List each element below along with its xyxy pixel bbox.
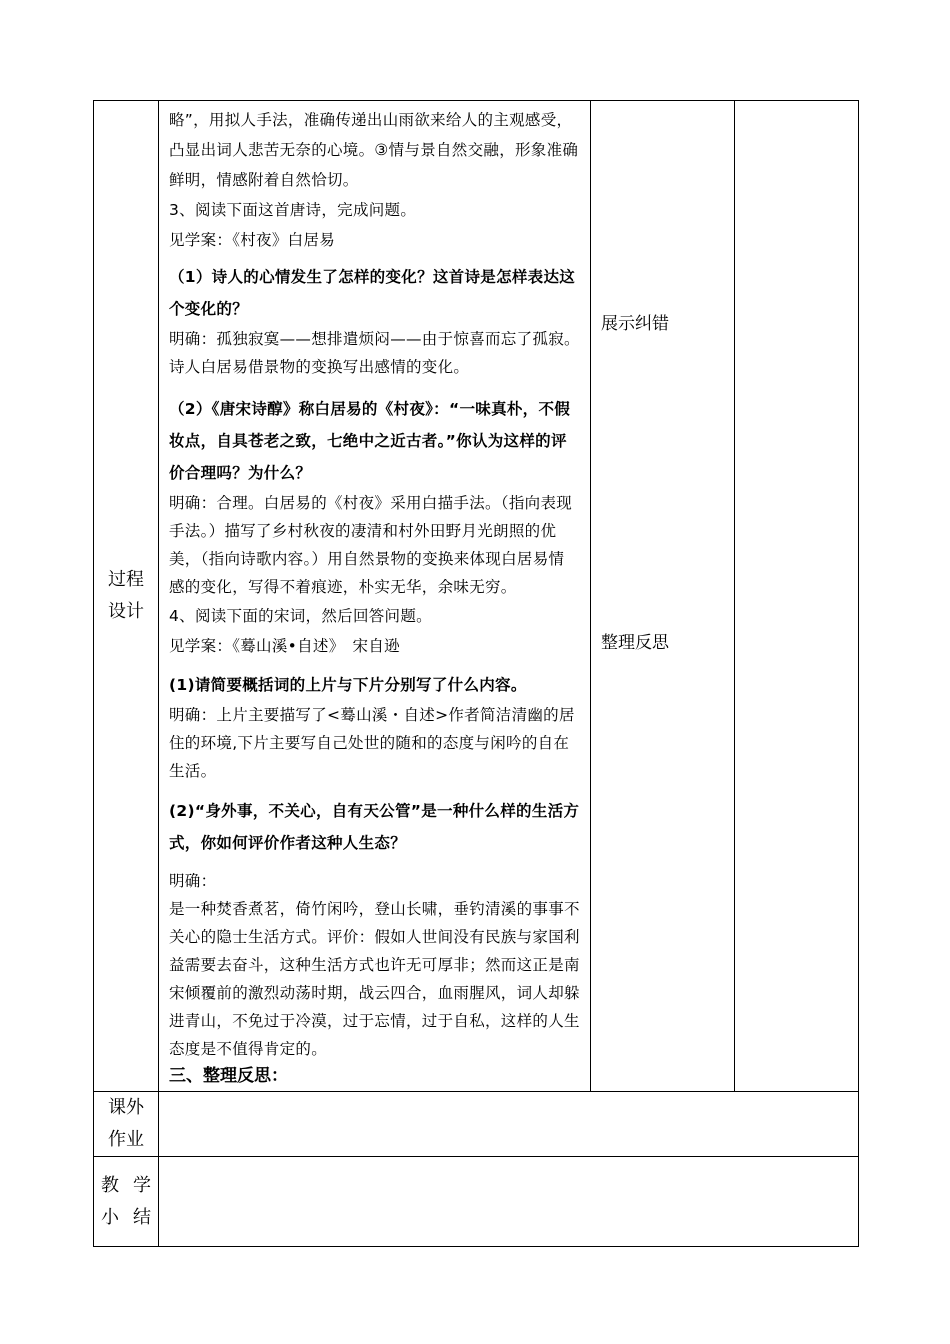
activity-reflection: 整理反思	[601, 633, 669, 653]
homework-row	[94, 1092, 859, 1157]
question-2: （2）《唐宋诗醇》称白居易的《村夜》：“一味真朴，不假妆点，自具苍老之致，七绝中之近古者。”你认为这样的评价合理吗？为什么？	[169, 400, 571, 482]
process-label-line2: 设计	[108, 601, 144, 622]
notes-cell	[735, 101, 859, 1092]
summary-content-cell	[159, 1157, 859, 1247]
lesson-plan-table	[93, 100, 859, 1247]
item3-reference: 见学案：《村夜》白居易	[169, 231, 336, 249]
section-reflection-heading: 三、整理反思：	[169, 1066, 288, 1086]
paragraph-intro: 略”，用拟人手法，准确传递出山雨欲来给人的主观感受，凸显出词人悲苦无奈的心境。③情与景自然交融，形象准确鲜明，情感附着自然恰切。	[169, 111, 579, 189]
question-3: (1)请简要概括词的上片与下片分别写了什么内容。	[169, 676, 527, 694]
answer-1: 明确：孤独寂寞——想排遣烦闷——由于惊喜而忘了孤寂。诗人白居易借景物的变换写出感情的变化。	[169, 330, 580, 376]
activity-show-correct: 展示纠错	[601, 314, 669, 334]
item3-heading: 3、阅读下面这首唐诗，完成问题。	[169, 201, 417, 219]
question-1: （1）诗人的心情发生了怎样的变化？这首诗是怎样表达这个变化的？	[169, 268, 576, 318]
homework-content-cell	[159, 1092, 859, 1157]
summary-row	[94, 1157, 859, 1247]
answer-4: 是一种焚香煮茗，倚竹闲吟，登山长啸，垂钓清溪的事事不关心的隐士生活方式。评价：假如人世间没有民族与家国利益需要去奋斗，这种生活方式也许无可厚非；然而这正是南宋倾覆前的激烈动荡时期，战云四合，血雨腥风，词人却躲进青山，不免过于冷漠，过于忘情，过于自私，这样的人生态度是不值得肯定的。	[169, 900, 580, 1058]
summary-label-line1: 教学	[101, 1174, 165, 1196]
process-label-line1: 过程	[108, 569, 144, 590]
homework-label-line1: 课外	[108, 1097, 144, 1118]
summary-label-line2: 小结	[101, 1206, 165, 1228]
answer-4-heading: 明确：	[169, 872, 217, 890]
activity-cell	[591, 101, 735, 1092]
item4-reference: 见学案：《蓦山溪•自述》 宋自逊	[169, 637, 400, 655]
summary-label-cell	[94, 1157, 165, 1247]
homework-label-line2: 作业	[108, 1129, 144, 1150]
question-4: (2)“身外事，不关心，自有天公管”是一种什么样的生活方式，你如何评价作者这种人生态？	[169, 802, 580, 852]
process-label-cell	[94, 101, 159, 1092]
answer-3: 明确：上片主要描写了<蓦山溪・自述>作者简洁清幽的居住的环境,下片主要写自己处世的随和的态度与闲吟的自在生活。	[169, 706, 575, 780]
process-content-cell	[159, 101, 591, 1092]
process-row	[94, 101, 859, 1092]
item4-heading: 4、阅读下面的宋词，然后回答问题。	[169, 607, 432, 625]
homework-label-cell	[94, 1092, 159, 1157]
answer-2: 明确：合理。白居易的《村夜》采用白描手法。（指向表现手法。）描写了乡村秋夜的凄清和村外田野月光朗照的优美，（指向诗歌内容。）用自然景物的变换来体现白居易情感的变化，写得不着痕迹，朴实无华，余味无穷。	[169, 494, 573, 596]
